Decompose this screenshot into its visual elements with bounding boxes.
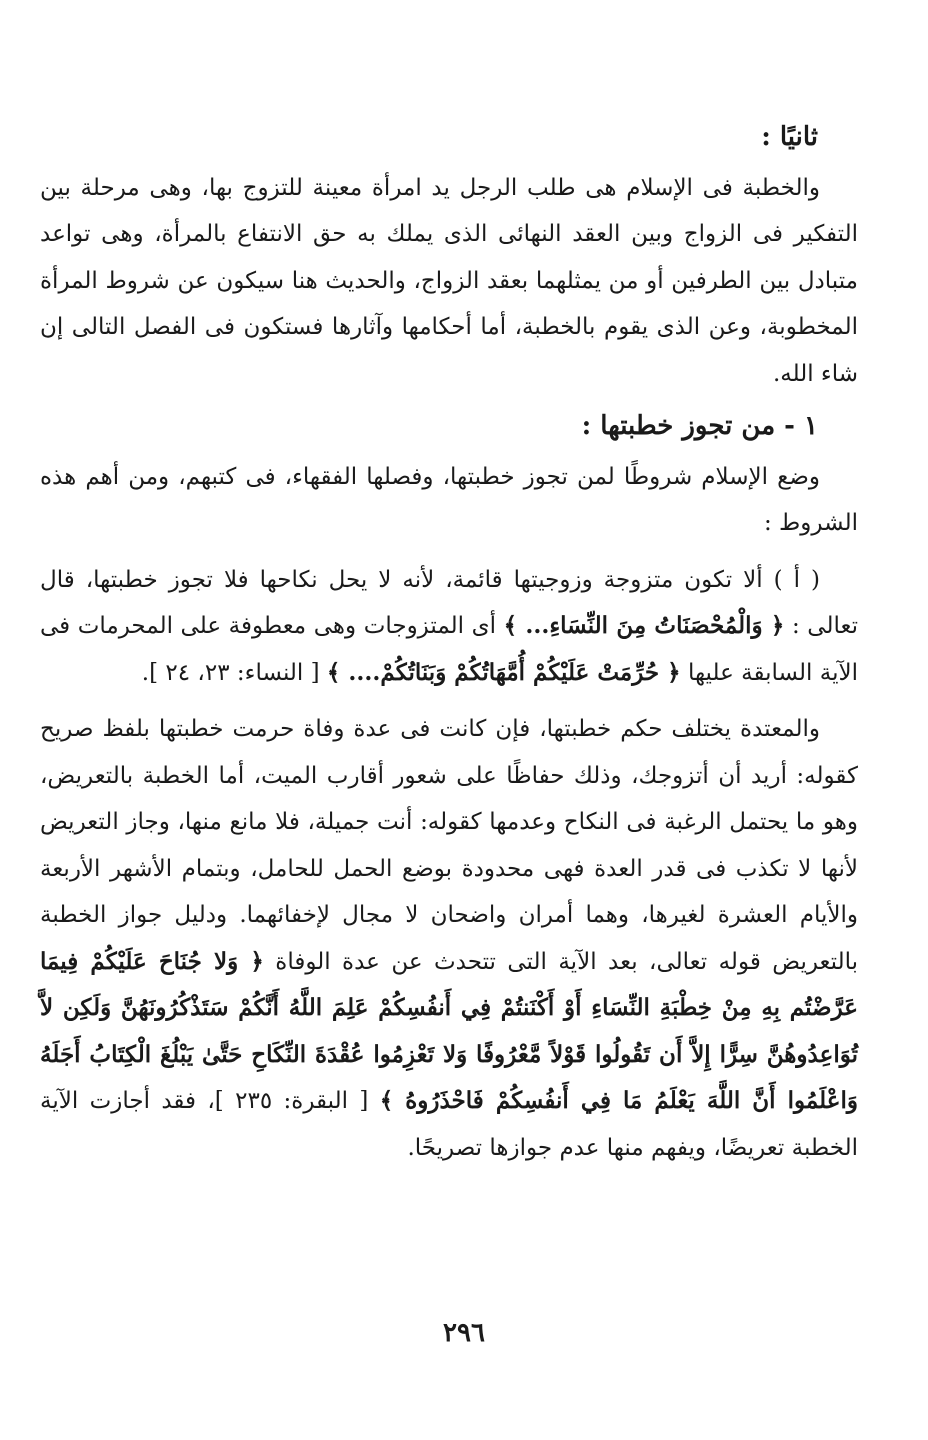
paragraph-definition: والخطبة فى الإسلام هى طلب الرجل يد امرأة معينة للتزوج بها، وهى مرحلة بين التفكير فى الزواج وبين العقد النهائى الذى يملك به حق الانتفاع بالمرأة، وهى تواعد متبادل بين الطرفين أو من يمثلهما بعقد الزواج، والحديث هنا سيكون عن شروط المرأة المخطوبة، وعن الذى يقوم بالخطبة، أما أحكامها وآثارها فستكون فى الفصل التالى إن شاء الله. <box>40 174 858 387</box>
paragraph-condition-a <box>40 557 858 697</box>
quran-verse-la-junah: ﴿ وَلا جُنَاحَ عَلَيْكُمْ فِيمَا عَرَّضْتُم بِهِ مِنْ خِطْبَةِ النِّسَاءِ أَوْ أَكْنَنتُمْ فِي أَنفُسِكُمْ عَلِمَ اللَّهُ أَنَّكُمْ سَتَذْكُرُونَهُنَّ وَلَكِن لاَّ تُوَاعِدُوهُنَّ سِرًّا إِلاَّ أَن تَقُولُوا قَوْلاً مَّعْرُوفًا وَلا تَعْزِمُوا عُقْدَةَ النِّكَاحِ حَتَّىٰ يَبْلُغَ الْكِتَابُ أَجَلَهُ وَاعْلَمُوا أَنَّ اللَّهَ يَعْلَمُ مَا فِي أَنفُسِكُمْ فَاحْذَرُوهُ ﴾ <box>40 947 858 1114</box>
subheading-who-may-be-proposed: ١ - من تجوز خطبتها : <box>581 411 818 441</box>
paragraph-conditions-intro: وضع الإسلام شروطًا لمن تجوز خطبتها، وفصلها الفقهاء، فى كتبهم، ومن أهم هذه الشروط : <box>40 463 858 536</box>
waiting-woman-text: والمعتدة يختلف حكم خطبتها، فإن كانت فى عدة وفاة حرمت خطبتها بلفظ صريح كقوله: أريد أن أتزوجك، وذلك حفاظًا على شعور أقارب الميت، أما الخطبة بالتعريض، وهو ما يحتمل الرغبة فى النكاح وعدمها كقوله: أنت جميلة، فلا مانع منها، وجاز التعريض لأنها لا تكذب فى قدر العدة فهى محدودة بوضع الحمل للحامل، وبتمام الأشهر الأربعة والأيام العشرة لغيرها، وهما أمران واضحان لا مجال لإخفائهما. ودليل جواز الخطبة بالتعريض قوله تعالى، بعد الآية التى تتحدث عن عدة الوفاة <box>40 716 858 975</box>
condition-a-text-2: أى المتزوجات وهى معطوفة على المحرمات فى الآية السابقة عليها <box>40 613 858 686</box>
condition-a-text: ( أ ) ألا تكون متزوجة وزوجيتها قائمة، لأنه لا يحل نكاحها فلا تجوز خطبتها، قال تعالى : <box>40 566 858 639</box>
quran-verse-hurrimat: ﴿ حُرِّمَتْ عَلَيْكُمْ أُمَّهَاتُكُمْ وَبَنَاتُكُمْ.... ﴾ <box>326 658 681 686</box>
page-number: ٢٩٦ <box>443 1318 485 1348</box>
quran-verse-muhsanat: ﴿ وَالْمُحْصَنَاتُ مِنَ النِّسَاءِ... ﴾ <box>503 612 785 639</box>
paragraph-waiting-woman <box>40 706 858 1171</box>
book-page <box>40 100 858 1171</box>
citation-nisa: [ النساء: ٢٣، ٢٤ ]. <box>141 659 327 686</box>
citation-baqara: [ البقرة: ٢٣٥ ]، فقد أجازت الآية الخطبة تعريضًا، ويفهم منها عدم جوازها تصريحًا. <box>40 1088 858 1161</box>
section-heading: ثانيًا : <box>761 122 818 152</box>
